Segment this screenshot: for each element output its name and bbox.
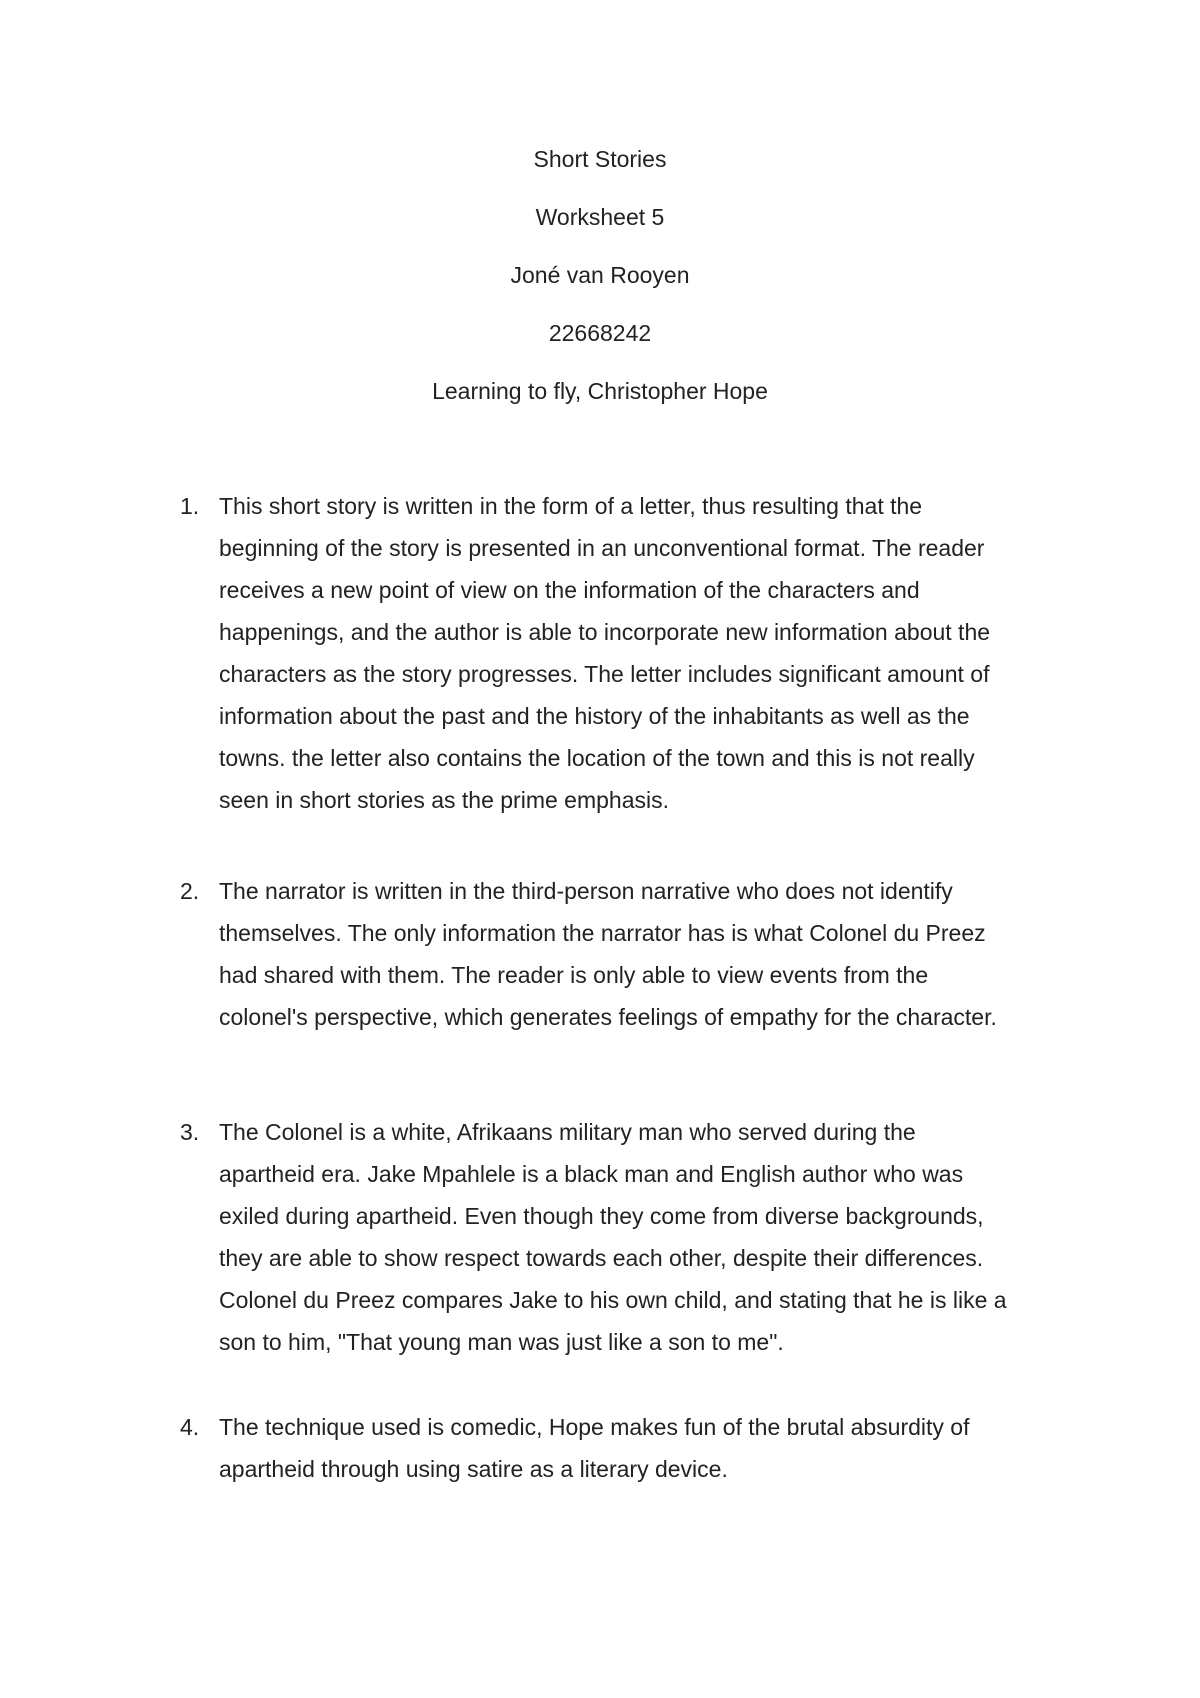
answer-line: beginning of the story is presented in an unconventional format. The reader [219,535,985,561]
worksheet-title: Worksheet 5 [535,204,665,230]
answer-line: apartheid through using satire as a literary device. [219,1456,728,1482]
answer-line: The technique used is comedic, Hope makes fun of the brutal absurdity of [219,1414,970,1440]
answer-line: themselves. The only information the narrator has is what Colonel du Preez [219,920,986,946]
answer-line: The Colonel is a white, Afrikaans military man who served during the [219,1119,916,1145]
answer-line: son to him, "That young man was just like a son to me". [219,1329,784,1355]
answer-line: colonel's perspective, which generates feelings of empathy for the character. [219,1004,997,1030]
answer-line: seen in short stories as the prime emphasis. [219,787,669,813]
answer-line: had shared with them. The reader is only able to view events from the [219,962,929,988]
answer-line: exiled during apartheid. Even though they come from diverse backgrounds, [219,1203,984,1229]
answer-item [180,485,1080,825]
course-title: Short Stories [533,146,667,172]
story-title: Learning to fly, Christopher Hope [432,378,768,404]
student-number: 22668242 [548,320,652,346]
answer-line: receives a new point of view on the information of the characters and [219,577,920,603]
answer-number: 2. [180,878,200,904]
answer-line: Colonel du Preez compares Jake to his own child, and stating that he is like a [219,1287,1007,1313]
answer-number: 3. [180,1119,200,1145]
answer-item [180,1111,1080,1367]
answer-line: towns. the letter also contains the location of the town and this is not really [219,745,975,771]
answer-line: information about the past and the history of the inhabitants as well as the [219,703,970,729]
answer-line: This short story is written in the form of a letter, thus resulting that the [219,493,923,519]
answer-item [180,1406,1080,1496]
answer-line: characters as the story progresses. The letter includes significant amount of [219,661,990,687]
answer-line: happenings, and the author is able to incorporate new information about the [219,619,991,645]
answer-line: apartheid era. Jake Mpahlele is a black man and English author who was [219,1161,964,1187]
answer-item [180,870,1080,1040]
student-name: Joné van Rooyen [510,262,690,288]
answer-line: The narrator is written in the third-person narrative who does not identify [219,878,953,904]
answer-number: 4. [180,1414,200,1440]
answer-line: they are able to show respect towards each other, despite their differences. [219,1245,984,1271]
answer-number: 1. [180,493,200,519]
